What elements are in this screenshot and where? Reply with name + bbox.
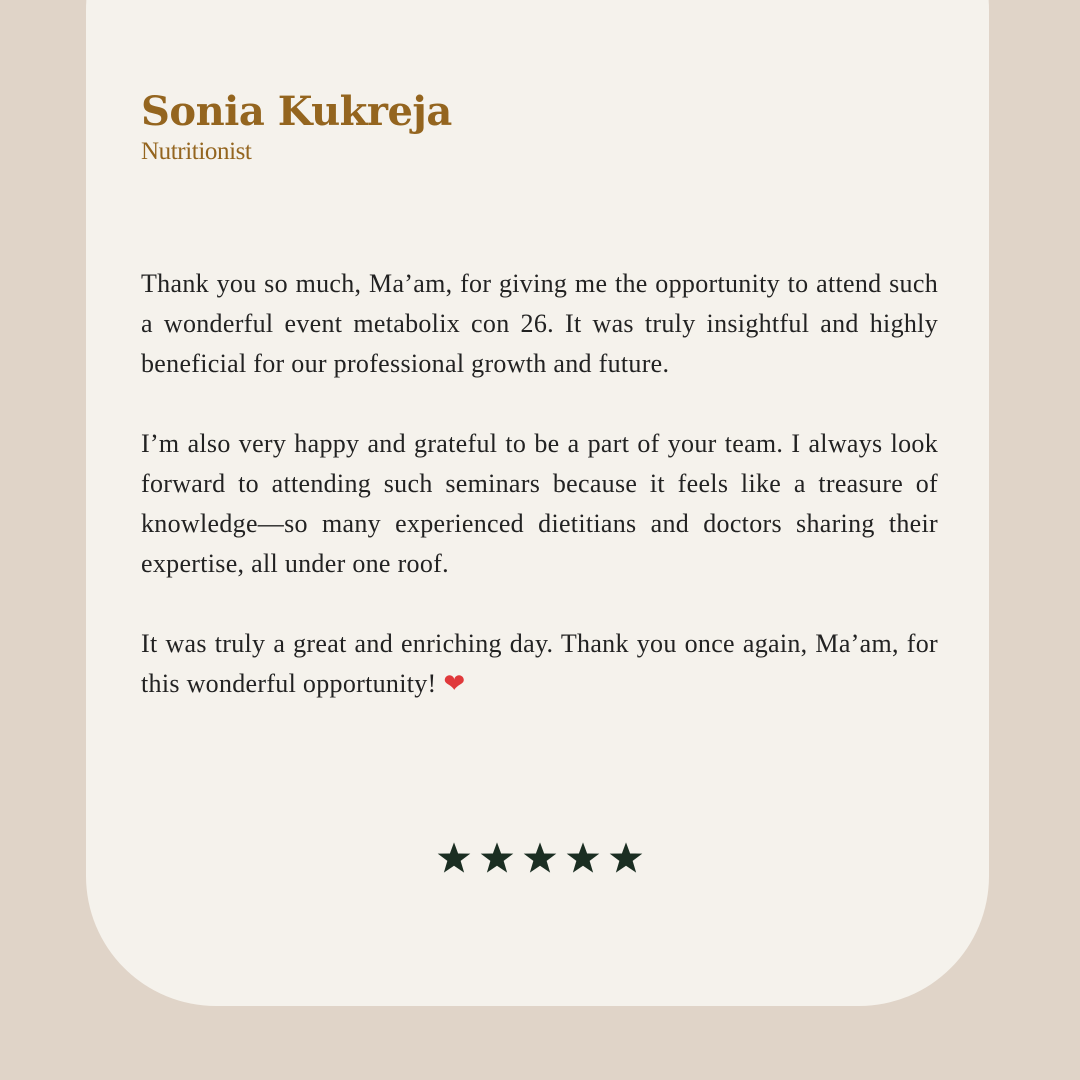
star-icon (521, 840, 559, 878)
star-icon (435, 840, 473, 878)
testimonial-paragraph: Thank you so much, Ma’am, for giving me the opportunity to attend such a wonderful event metabolix con 26. It was truly insightful and highly beneficial for our professional growth and future. (141, 269, 938, 378)
testimonial-body (141, 264, 938, 744)
testimonial-paragraph (141, 624, 938, 704)
testimonial-paragraph: I’m also very happy and grateful to be a part of your team. I always look forward to attending such seminars because it feels like a treasure of knowledge—so many experienced dietitians and doctors sharing their expertise, all under one roof. (141, 429, 938, 578)
star-rating (435, 840, 645, 878)
testimonial-paragraph-text: It was truly a great and enriching day. Thank you once again, Ma’am, for this wonderful opportunity! (141, 629, 938, 698)
star-icon (564, 840, 602, 878)
heart-icon: ❤ (443, 669, 466, 699)
reviewer-name: Sonia Kukreja (141, 88, 452, 135)
star-icon (607, 840, 645, 878)
star-icon (478, 840, 516, 878)
reviewer-role: Nutritionist (141, 138, 252, 165)
